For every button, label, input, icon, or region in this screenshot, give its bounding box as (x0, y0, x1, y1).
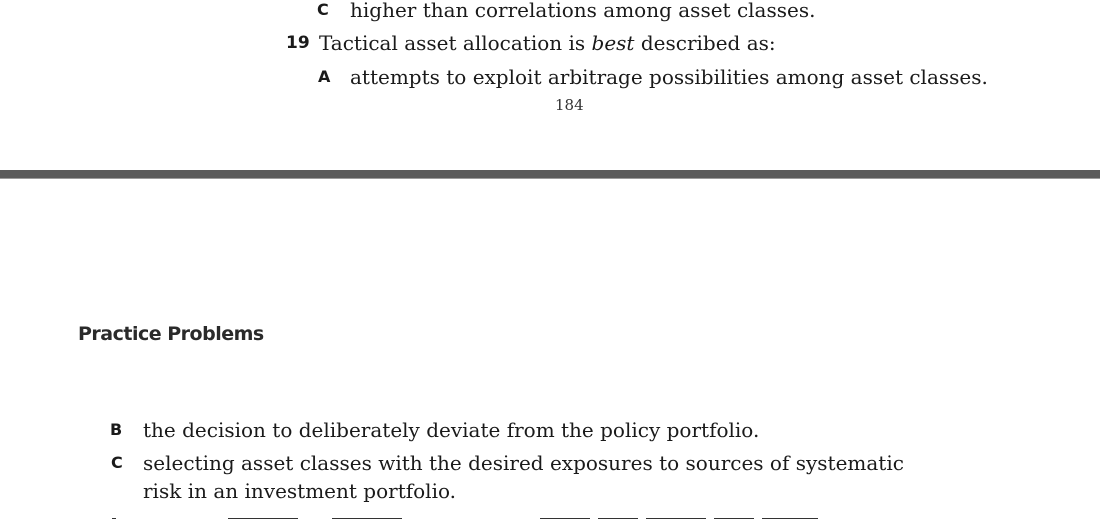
option-a-text: attempts to exploit arbitrage possibilities among asset classes. (350, 65, 988, 89)
question-19-stem-end: described as: (634, 31, 776, 55)
question-19-stem-emphasis: best (591, 31, 635, 55)
option-c-text-line-2: risk in an investment portfolio. (143, 479, 457, 503)
option-c-text-line-1: selecting asset classes with the desired exposures to sources of systematic (143, 451, 904, 475)
question-19-number: 19 (286, 33, 310, 53)
option-b-text: the decision to deliberately deviate from the policy portfolio. (143, 418, 760, 442)
option-c-letter-bottom: C (111, 453, 123, 472)
option-b-letter: B (110, 420, 123, 439)
option-c-letter-top: C (317, 0, 329, 19)
page-divider (0, 170, 1100, 179)
option-c-text-top: higher than correlations among asset classes. (350, 0, 816, 22)
top-page (0, 0, 1100, 170)
option-a-letter: A (318, 67, 331, 86)
question-19-stem (319, 29, 776, 57)
section-heading: Practice Problems (78, 323, 264, 345)
page-number: 184 (555, 96, 584, 114)
cut-off-text-line (80, 510, 840, 519)
question-19-stem-start: Tactical asset allocation is (319, 31, 592, 55)
